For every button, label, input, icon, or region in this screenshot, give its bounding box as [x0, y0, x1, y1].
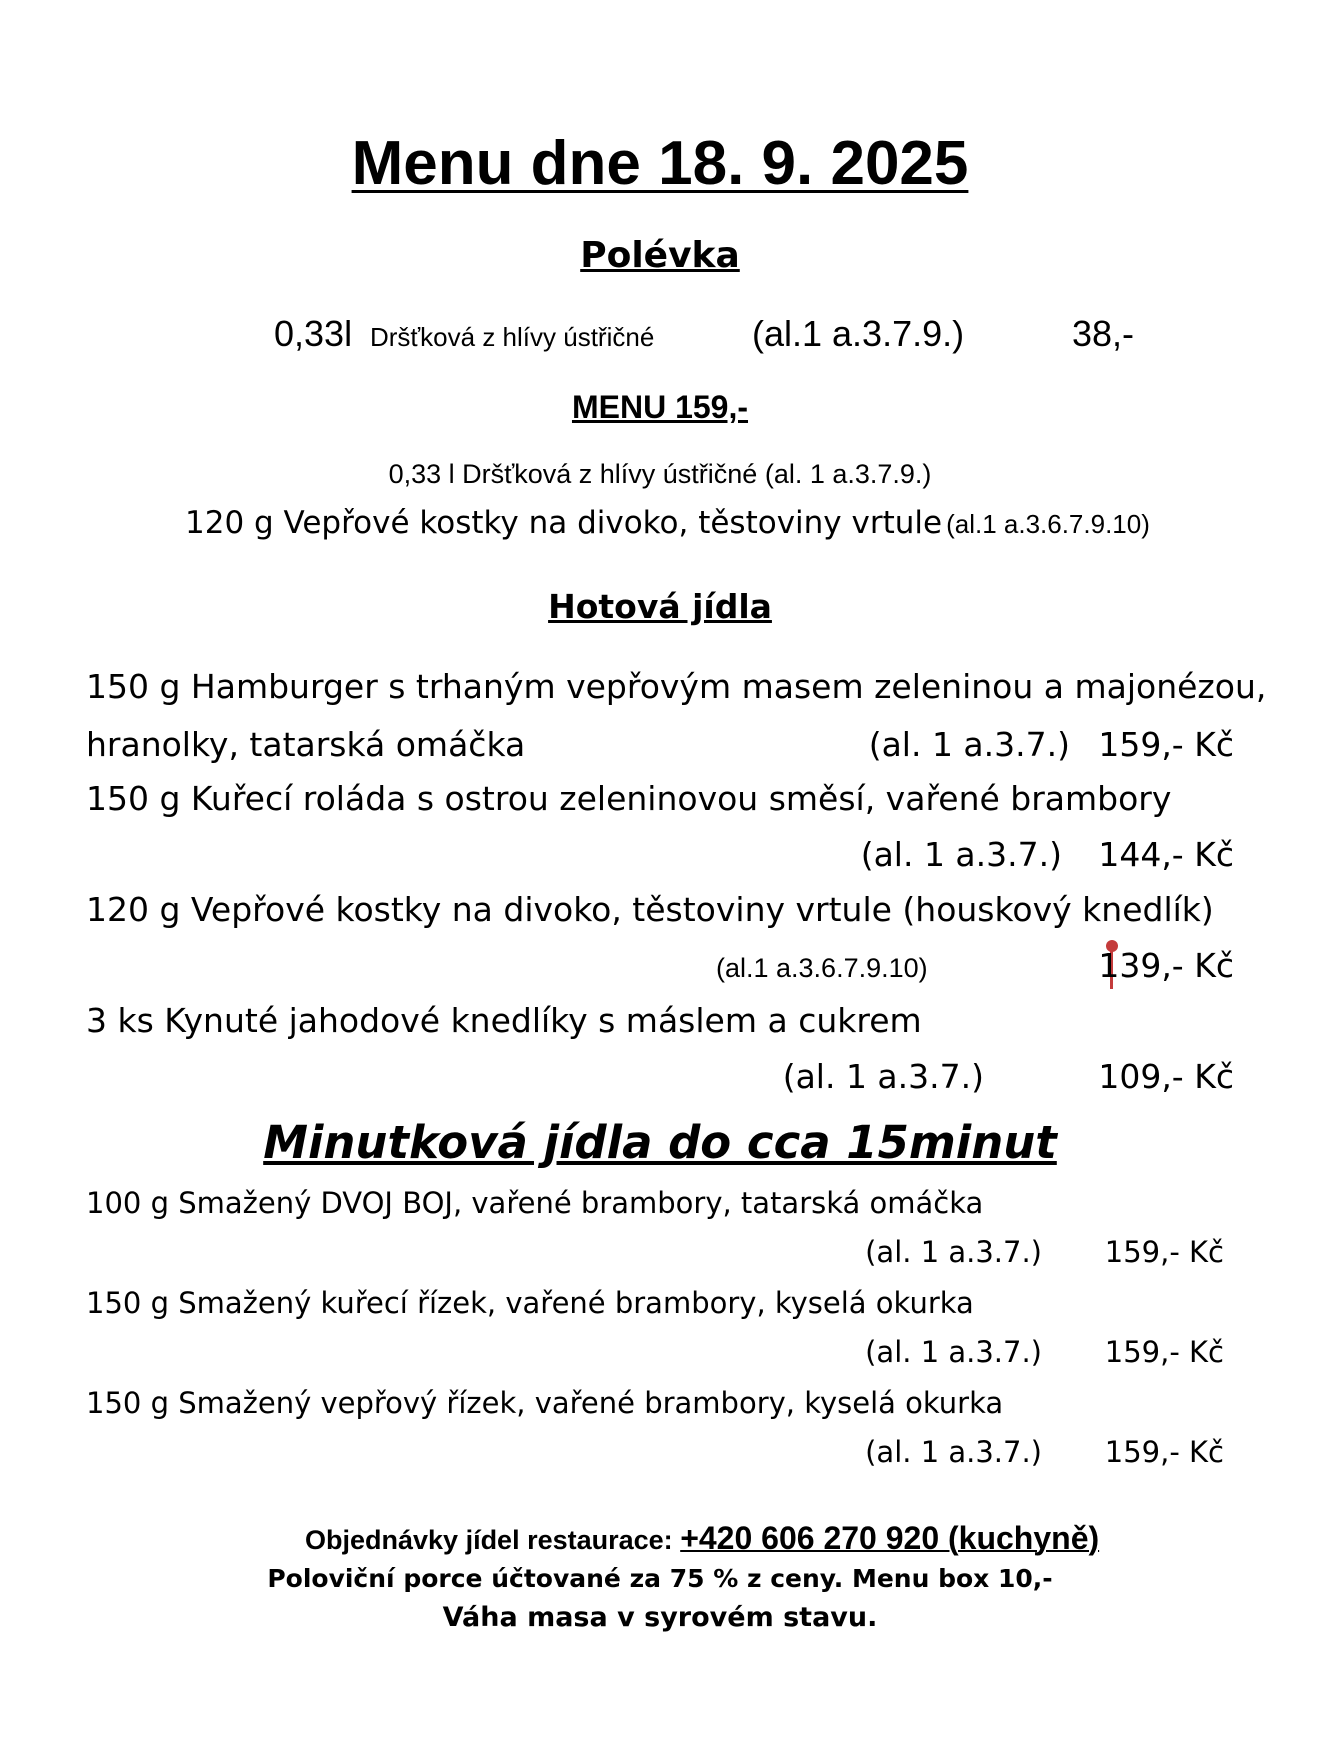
menu-soup-line: 0,33 l Dršťková z hlívy ústřičné (al. 1 a.3.7.9.) [388, 459, 932, 489]
phone-number: +420 606 270 920 (kuchyně) [680, 1520, 1100, 1556]
ready-item-4-price: 109,- Kč [1098, 1057, 1234, 1096]
soup-portion: 0,33l [274, 313, 353, 354]
soup-allergens: (al.1 a.3.7.9.) [752, 313, 965, 354]
menu-main-text: 120 g Vepřové kostky na divoko, těstoviny vrtule [185, 505, 943, 541]
soup-price: 38,- [1072, 313, 1135, 354]
page-title: Menu dne 18. 9. 2025 [351, 129, 969, 198]
minute-item-3-allergens: (al. 1 a.3.7.) [865, 1435, 1042, 1469]
meat-weight-note: Váha masa v syrovém stavu. [442, 1602, 878, 1633]
order-line [305, 1522, 1099, 1554]
menu-heading: MENU 159,- [571, 389, 749, 425]
ready-item-3-price: 139,- Kč [1098, 946, 1234, 985]
ready-item-2-allergens: (al. 1 a.3.7.) [860, 835, 1062, 874]
half-portion-note: Poloviční porce účtované za 75 % z ceny. Menu box 10,- [267, 1564, 1053, 1593]
minute-item-2-text: 150 g Smažený kuřecí řízek, vařené brambory, kyselá okurka [86, 1286, 974, 1320]
ready-item-1-price: 159,- Kč [1098, 725, 1234, 764]
ready-item-2-price: 144,- Kč [1098, 835, 1234, 874]
ready-item-1-allergens: (al. 1 a.3.7.) [868, 725, 1070, 764]
order-label: Objednávky jídel restaurace: [305, 1525, 673, 1555]
ready-item-4-line1: 3 ks Kynuté jahodové knedlíky s máslem a cukrem [86, 1001, 922, 1040]
minute-item-1-price: 159,- Kč [1104, 1235, 1224, 1269]
ready-item-4-allergens: (al. 1 a.3.7.) [782, 1057, 984, 1096]
ready-meals-heading: Hotová jídla [548, 587, 772, 626]
soup-heading: Polévka [580, 235, 740, 276]
ready-item-2-line1: 150 g Kuřecí roláda s ostrou zeleninovou směsí, vařené brambory [86, 779, 1172, 818]
minute-item-3-text: 150 g Smažený vepřový řízek, vařené brambory, kyselá okurka [86, 1386, 1004, 1420]
minute-meals-heading: Minutková jídla do cca 15minut [263, 1116, 1057, 1169]
ready-item-3-line1: 120 g Vepřové kostky na divoko, těstoviny vrtule (houskový knedlík) [86, 890, 1214, 929]
minute-item-1-allergens: (al. 1 a.3.7.) [865, 1235, 1042, 1269]
menu-main-allergens: (al.1 a.3.6.7.9.10) [946, 509, 1150, 539]
menu-main-line [185, 505, 1150, 541]
minute-item-2-price: 159,- Kč [1104, 1335, 1224, 1369]
minute-item-2-allergens: (al. 1 a.3.7.) [865, 1335, 1042, 1369]
soup-name: Dršťková z hlívy ústřičné [370, 322, 655, 352]
ready-item-3-allergens: (al.1 a.3.6.7.9.10) [716, 953, 928, 983]
minute-item-3-price: 159,- Kč [1104, 1435, 1224, 1469]
ready-item-1-line2: hranolky, tatarská omáčka [86, 725, 526, 764]
ready-item-1-line1: 150 g Hamburger s trhaným vepřovým masem zeleninou a majonézou, [86, 667, 1267, 706]
minute-item-1-text: 100 g Smažený DVOJ BOJ, vařené brambory, tatarská omáčka [86, 1186, 984, 1220]
